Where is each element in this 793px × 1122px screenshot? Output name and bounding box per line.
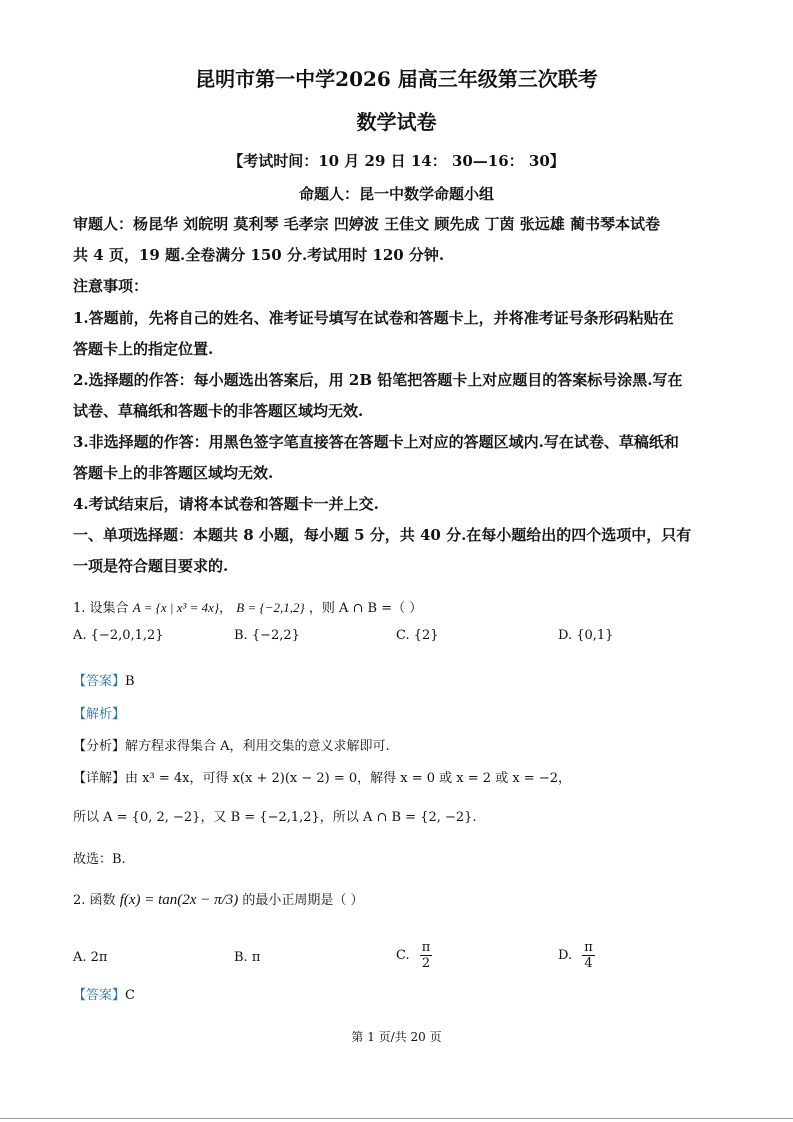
exam-subtitle: 数学试卷 — [356, 110, 437, 134]
q1-answer-value: B — [125, 674, 135, 689]
q1-stem — [73, 597, 422, 616]
q2-option-c-den: 2 — [421, 956, 431, 971]
q2-option-d — [558, 940, 595, 971]
q1-fenxi — [73, 735, 390, 754]
q1-option-c: C. {2} — [396, 628, 439, 643]
note-3a: 3.非选择题的作答：用黑色签字笔直接答在答题卡上对应的答题区域内.写在试卷、草稿纸和 — [73, 433, 679, 451]
exam-author: 命题人：昆一中数学命题小组 — [298, 185, 494, 203]
q1-answer-tag: 【答案】 — [73, 674, 126, 689]
q1-option-d: D. {0,1} — [558, 628, 614, 643]
note-2a: 2.选择题的作答：每小题选出答案后，用 2B 铅笔把答题卡上对应题目的答案标号涂黑.写在 — [73, 371, 683, 389]
note-4: 4.考试结束后，请将本试卷和答题卡一并上交. — [73, 495, 379, 513]
q1-fenxi-text: 解方程求得集合 A，利用交集的意义求解即可. — [125, 739, 390, 754]
q1-fenxi-tag: 【分析】 — [73, 739, 126, 754]
q1-solution-line2: 所以 A = {0, 2, −2}，又 B = {−2,1,2}，所以 A ∩ B = {2, −2}. — [73, 810, 477, 825]
q1-set-a: A = {x | x³ = 4x} — [132, 600, 220, 615]
q1-prefix: 1. 设集合 — [73, 601, 129, 616]
q2-option-d-fraction — [582, 940, 595, 971]
q2-option-b: B. π — [234, 950, 261, 965]
q2-option-d-den: 4 — [584, 956, 593, 971]
q2-prefix: 2. 函数 — [73, 893, 116, 908]
q1-set-b: B = {−2,1,2} — [236, 600, 305, 615]
q1-option-b: B. {−2,2} — [234, 628, 300, 643]
page-bottom-divider — [0, 1118, 793, 1119]
q1-option-a: A. {−2,0,1,2} — [73, 628, 164, 643]
q2-option-c-num: π — [421, 940, 431, 955]
q1-xiangjie-tag: 【详解】 — [73, 771, 126, 786]
q2-answer-value: C — [125, 988, 135, 1003]
exam-summary: 共 4 页，19 题.全卷满分 150 分.考试用时 120 分钟. — [73, 246, 445, 264]
note-1a: 1.答题前，先将自己的姓名、准考证号填写在试卷和答题卡上，并将准考证号条形码粘贴在 — [73, 309, 674, 327]
q2-option-d-num: π — [584, 940, 593, 955]
q2-option-d-label: D. — [558, 948, 573, 963]
exam-reviewers: 审题人：杨昆华 刘皖明 莫利琴 毛孝宗 凹婷波 王佳文 顾先成 丁茵 张远雄 蔺书琴本试卷 — [73, 215, 661, 233]
q2-option-a: A. 2π — [73, 950, 108, 965]
q1-xiangjie — [73, 767, 571, 786]
q2-function: f(x) = tan(2x − π/3) — [119, 892, 239, 908]
section1-line2: 一项是符合题目要求的. — [73, 557, 229, 575]
note-2b: 试卷、草稿纸和答题卡的非答题区域均无效. — [73, 402, 364, 420]
q2-option-c-label: C. — [396, 948, 410, 963]
section1-line1: 一、单项选择题：本题共 8 小题，每小题 5 分，共 40 分.在每小题给出的四个选项中，只有 — [73, 526, 692, 544]
q1-answer — [73, 670, 135, 689]
note-3b: 答题卡上的非答题区域均无效. — [73, 464, 274, 482]
q1-sep: ， — [219, 601, 233, 616]
q1-conclusion: 故选：B. — [73, 852, 126, 867]
q2-ask: 的最小正周期是（ ） — [242, 893, 364, 908]
exam-time: 【考试时间：10 月 29 日 14： 30—16： 30】 — [228, 152, 565, 170]
notes-heading: 注意事项： — [73, 277, 149, 295]
q2-answer — [73, 984, 135, 1003]
q2-answer-tag: 【答案】 — [73, 988, 126, 1003]
q2-option-c — [396, 940, 432, 971]
note-1b: 答题卡上的指定位置. — [73, 340, 214, 358]
q1-ask: ，则 A ∩ B =（ ） — [308, 601, 423, 616]
exam-title: 昆明市第一中学2026 届高三年级第三次联考 — [195, 67, 598, 91]
q2-stem — [73, 889, 364, 909]
q2-option-c-fraction — [420, 940, 433, 971]
page-footer: 第 1 页/共 20 页 — [351, 1030, 442, 1044]
q1-xiangjie-text: 由 x³ = 4x，可得 x(x + 2)(x − 2) = 0，解得 x = 0 或 x = 2 或 x = −2， — [125, 771, 571, 786]
q1-analysis-tag: 【解析】 — [73, 707, 126, 722]
